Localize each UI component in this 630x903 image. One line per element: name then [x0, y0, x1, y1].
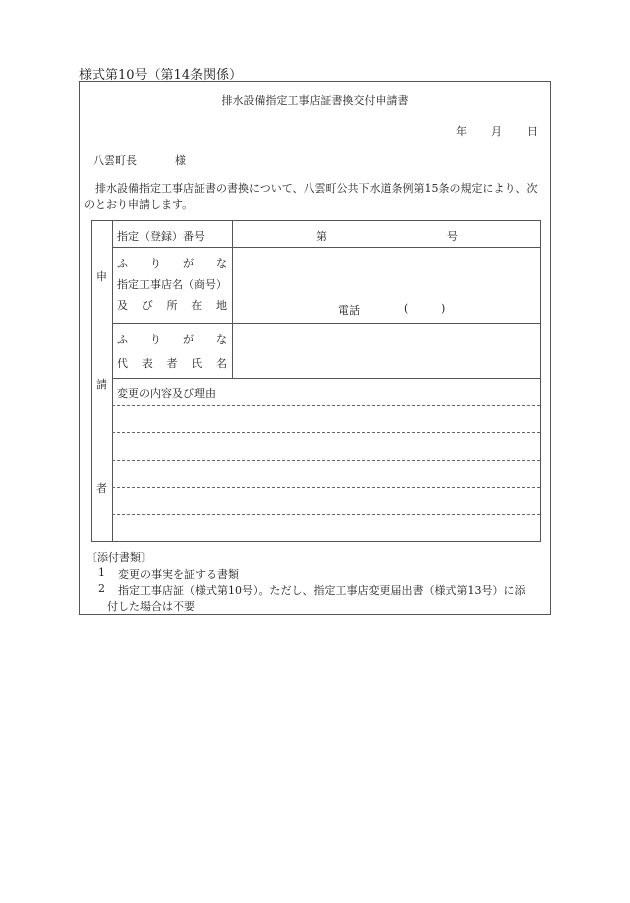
shop-address-label: 及 び 所 在 地 [117, 299, 227, 312]
attachment-1: 変更の事実を証する書類 [118, 568, 239, 581]
form-title: 排水設備指定工事店証書換交付申請書 [221, 94, 409, 107]
designation-dai: 第 [316, 230, 327, 243]
attachment-1-number: 1 [98, 566, 105, 579]
shop-furigana-label: ふ り が な [117, 257, 227, 270]
addressee [93, 152, 186, 168]
attachments-heading: 〔添付書類〕 [86, 551, 152, 564]
date-month-label: 月 [491, 125, 502, 138]
attachment-2-line2: 付した場合は不要 [107, 600, 195, 613]
addressee-honorific: 様 [175, 154, 186, 167]
designation-go: 号 [447, 230, 458, 243]
application-statement: 排水設備指定工事店証書の書換について、八雲町公共下水道条例第15条の規定により、次のとおり申請します。 [84, 182, 538, 211]
phone-open-paren: ( [404, 302, 409, 315]
date-day-label: 日 [527, 125, 538, 138]
date-year-label: 年 [456, 125, 467, 138]
application-table [91, 220, 541, 542]
designation-number-label: 指定（登録）番号 [117, 230, 205, 243]
shop-name-label: 指定工事店名（商号） [117, 278, 227, 291]
addressee-name: 八雲町長 [93, 154, 137, 167]
attachment-2-number: 2 [98, 582, 105, 595]
application-form [79, 81, 551, 615]
applicant-label-char: 者 [96, 482, 107, 495]
phone-label: 電話 [338, 304, 360, 317]
form-number: 様式第10号（第14条関係） [79, 68, 243, 83]
change-reason-label: 変更の内容及び理由 [117, 387, 216, 400]
phone-close-paren: ) [441, 302, 446, 315]
attachment-2-line1: 指定工事店証（様式第10号）。ただし、指定工事店変更届出書（様式第13号）に添 [118, 584, 526, 597]
representative-name-label: 代 表 者 氏 名 [117, 357, 227, 370]
representative-furigana-label: ふ り が な [117, 333, 227, 346]
applicant-label-char: 申 [96, 270, 107, 283]
applicant-label-char: 請 [96, 378, 107, 391]
